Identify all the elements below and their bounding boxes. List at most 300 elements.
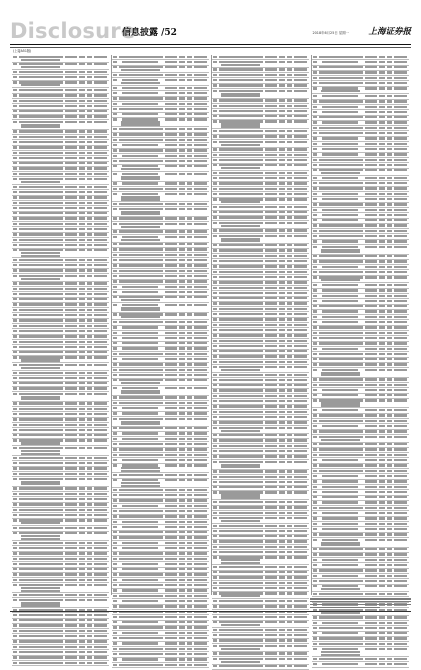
table-cell: [265, 68, 277, 70]
table-cell: [119, 254, 163, 256]
table-cell: [187, 165, 192, 167]
table-cell: [187, 280, 192, 282]
table-cell: [65, 408, 77, 410]
table-cell: [65, 335, 77, 337]
table-cell: [87, 94, 92, 96]
table-cell: [113, 653, 118, 655]
table-cell: [194, 616, 207, 618]
table-cell: [313, 394, 318, 396]
table-cell: [294, 313, 307, 315]
table-cell: [13, 167, 18, 169]
table-cell: [313, 475, 318, 477]
table-cell: [187, 526, 192, 528]
table-cell: [365, 300, 377, 302]
table-cell: [265, 135, 277, 137]
table-cell: [19, 173, 63, 175]
table-cell: [265, 297, 277, 299]
table-cell: [265, 345, 277, 347]
table-cell: [87, 282, 92, 284]
table-cell: [87, 429, 92, 431]
table-cell: [394, 198, 407, 200]
table-cell: [213, 255, 218, 257]
table-cell: [194, 552, 207, 554]
table-cell: [187, 412, 192, 414]
table-cell: [365, 77, 377, 79]
table-cell: [13, 89, 18, 91]
table-cell: [79, 298, 85, 300]
table-cell: [13, 377, 18, 379]
table-cell: [165, 454, 177, 456]
table-cell: [379, 127, 385, 129]
table-cell: [179, 342, 185, 344]
table-cell: [287, 193, 292, 195]
table-cell: [79, 584, 85, 586]
table-cell: [194, 92, 207, 94]
table-cell: [379, 443, 385, 445]
table-cell: [287, 634, 292, 636]
table-cell: [265, 229, 277, 231]
table-cell: [87, 186, 92, 188]
table-cell: [165, 558, 177, 560]
table-row: [112, 303, 209, 313]
table-cell: [122, 579, 158, 581]
table-cell: [379, 61, 385, 63]
table-cell: [379, 564, 385, 566]
table-row: [12, 477, 109, 487]
table-cell: [294, 450, 307, 452]
table-cell: [313, 491, 318, 493]
table-cell: [87, 424, 92, 426]
table-cell: [294, 329, 307, 331]
table-row: [12, 249, 109, 259]
table-cell: [379, 454, 385, 456]
table-cell: [65, 527, 77, 529]
table-cell: [187, 173, 192, 175]
table-cell: [313, 337, 318, 339]
table-cell: [165, 479, 177, 481]
table-cell: [13, 473, 18, 475]
table-cell: [113, 510, 118, 512]
table-cell: [294, 600, 307, 602]
table-cell: [87, 434, 92, 436]
table-cell: [287, 355, 292, 357]
table-cell: [365, 177, 377, 179]
table-cell: [213, 287, 218, 289]
table-cell: [113, 149, 118, 151]
table-cell: [213, 68, 218, 70]
table-cell: [113, 387, 118, 389]
table-cell: [213, 154, 218, 156]
table-cell: [187, 521, 192, 523]
table-cell: [394, 512, 407, 514]
table-cell: [279, 384, 285, 386]
table-cell: [287, 68, 292, 70]
table-cell: [119, 248, 163, 250]
table-cell: [287, 56, 292, 58]
table-cell: [65, 136, 77, 138]
table-cell: [179, 248, 185, 250]
table-cell: [65, 191, 77, 193]
table-cell: [394, 82, 407, 84]
table-cell: [394, 585, 407, 587]
table-cell: [165, 438, 177, 440]
table-cell: [13, 293, 18, 295]
table-cell: [279, 450, 285, 452]
table-cell: [394, 153, 407, 155]
table-cell: [287, 79, 292, 81]
table-cell: [265, 639, 277, 641]
table-cell: [13, 487, 18, 489]
table-cell: [94, 447, 107, 449]
table-cell: [19, 387, 63, 389]
table-cell: [313, 553, 318, 555]
table-cell: [279, 211, 285, 213]
table-row: [212, 621, 309, 629]
table-cell: [313, 271, 318, 273]
table-cell: [379, 648, 385, 650]
table-cell: [87, 542, 92, 544]
table-cell: [79, 309, 85, 311]
table-cell: [187, 208, 192, 210]
table-cell: [179, 515, 185, 517]
table-cell: [313, 643, 318, 645]
table-cell: [287, 652, 292, 654]
table-cell: [319, 169, 363, 171]
table-cell: [387, 289, 392, 291]
table-cell: [19, 467, 63, 469]
table-cell: [19, 325, 63, 327]
table-cell: [365, 87, 377, 89]
table-cell: [194, 658, 207, 660]
table-cell: [219, 193, 263, 195]
table-cell: [394, 425, 407, 427]
table-cell: [165, 432, 177, 434]
table-row: [112, 192, 209, 202]
table-cell-line: [121, 309, 160, 311]
table-cell: [294, 395, 307, 397]
table-cell: [313, 187, 318, 189]
table-cell: [79, 63, 85, 65]
table-cell: [294, 154, 307, 156]
table-cell: [279, 154, 285, 156]
table-cell: [279, 379, 285, 381]
table-cell: [213, 535, 218, 537]
table-cell: [365, 137, 377, 139]
table-cell: [265, 445, 277, 447]
table-cell: [265, 665, 277, 667]
table-cell: [79, 573, 85, 575]
table-cell: [79, 351, 85, 353]
table-cell: [79, 493, 85, 495]
table-cell: [279, 427, 285, 429]
table-cell: [187, 448, 192, 450]
table-cell: [213, 645, 218, 647]
table-cell: [313, 420, 318, 422]
table-cell: [194, 632, 207, 634]
table-cell: [87, 146, 92, 148]
table-cell: [113, 56, 118, 58]
table-cell: [79, 547, 85, 549]
table-cell: [94, 298, 107, 300]
table-cell: [287, 639, 292, 641]
table-cell: [122, 632, 158, 634]
table-cell: [322, 316, 358, 318]
table-cell: [319, 616, 363, 618]
table-cell: [65, 473, 77, 475]
table-cell: [94, 542, 107, 544]
table-cell: [13, 584, 18, 586]
table-cell: [113, 188, 118, 190]
table-cell: [394, 389, 407, 391]
table-row: [212, 221, 309, 229]
table-cell: [394, 321, 407, 323]
table-cell: [65, 293, 77, 295]
table-cell: [265, 616, 277, 618]
table-cell: [113, 568, 118, 570]
table-cell: [322, 491, 358, 493]
table-cell: [213, 355, 218, 357]
table-cell: [94, 646, 107, 648]
table-cell: [113, 600, 118, 602]
table-cell: [279, 302, 285, 304]
table-cell: [213, 172, 218, 174]
table-cell: [287, 84, 292, 86]
table-cell: [365, 632, 377, 634]
table-cell: [65, 146, 77, 148]
table-cell: [387, 100, 392, 102]
table-cell: [294, 535, 307, 537]
table-cell: [113, 217, 118, 219]
table-cell: [113, 280, 118, 282]
table-cell: [394, 332, 407, 334]
table-cell: [219, 546, 263, 548]
table-cell: [394, 358, 407, 360]
table-cell: [187, 547, 192, 549]
table-cell: [87, 71, 92, 73]
table-cell: [294, 265, 307, 267]
issue-date: 2018年6月25日 星期一: [312, 30, 349, 35]
table-cell: [94, 293, 107, 295]
table-cell: [322, 622, 358, 624]
table-cell: [265, 172, 277, 174]
table-cell: [187, 632, 192, 634]
table-cell: [179, 664, 185, 666]
table-cell: [313, 132, 318, 134]
table-row: [212, 491, 309, 501]
table-cell: [313, 496, 318, 498]
table-cell: [387, 409, 392, 411]
table-cell: [13, 173, 18, 175]
table-cell: [279, 551, 285, 553]
table-cell: [313, 443, 318, 445]
table-cell: [265, 188, 277, 190]
table-cell: [65, 178, 77, 180]
table-cell: [13, 594, 18, 596]
table-cell: [219, 141, 263, 143]
table-cell: [322, 284, 358, 286]
table-cell: [319, 56, 363, 58]
table-cell: [379, 326, 385, 328]
table-cell: [65, 439, 77, 441]
table-cell: [119, 374, 163, 376]
table-cell: [165, 402, 177, 404]
table-cell: [287, 379, 292, 381]
table-cell: [179, 97, 185, 99]
table-cell: [179, 113, 185, 115]
table-cell: [119, 418, 163, 420]
table-cell: [87, 217, 92, 219]
table-cell: [94, 110, 107, 112]
table-cell: [387, 517, 392, 519]
table-cell: [94, 467, 107, 469]
table-cell-line: [121, 82, 160, 84]
table-cell: [313, 95, 318, 97]
table-cell: [279, 355, 285, 357]
table-cell: [165, 363, 177, 365]
table-cell: [213, 592, 218, 594]
table-cell: [219, 154, 263, 156]
table-cell: [179, 642, 185, 644]
table-cell: [265, 355, 277, 357]
table-cell: [194, 358, 207, 360]
table-cell: [294, 481, 307, 483]
table-cell: [213, 395, 218, 397]
table-cell: [13, 100, 18, 102]
table-cell: [87, 356, 92, 358]
table-cell: [294, 292, 307, 294]
table-cell: [294, 645, 307, 647]
table-cell: [219, 74, 263, 76]
table-cell: [113, 515, 118, 517]
table-cell: [119, 259, 163, 261]
table-cell: [394, 569, 407, 571]
table-cell: [279, 313, 285, 315]
table-cell: [294, 616, 307, 618]
table-cell: [194, 337, 207, 339]
table-cell: [313, 305, 318, 307]
table-cell: [87, 584, 92, 586]
table-cell: [213, 229, 218, 231]
table-cell: [165, 296, 177, 298]
table-cell: [194, 217, 207, 219]
table-cell: [265, 384, 277, 386]
table-cell: [13, 223, 18, 225]
table-cell: [113, 402, 118, 404]
table-cell: [313, 358, 318, 360]
table-cell: [365, 148, 377, 150]
table-cell: [65, 573, 77, 575]
table-cell: [287, 292, 292, 294]
table-cell: [279, 287, 285, 289]
table-cell: [279, 470, 285, 472]
table-cell: [179, 92, 185, 94]
table-cell: [194, 494, 207, 496]
table-cell: [287, 141, 292, 143]
table-cell: [313, 224, 318, 226]
table-cell: [394, 420, 407, 422]
table-cell: [87, 196, 92, 198]
table-cell: [19, 303, 63, 305]
table-cell: [219, 512, 263, 514]
table-cell: [279, 616, 285, 618]
table-cell: [219, 105, 263, 107]
table-cell: [279, 61, 285, 63]
table-cell: [294, 206, 307, 208]
table-cell: [394, 648, 407, 650]
table-cell: [194, 387, 207, 389]
table-cell: [194, 579, 207, 581]
table-cell: [379, 82, 385, 84]
table-cell: [194, 236, 207, 238]
table-cell: [187, 605, 192, 607]
table-cell: [65, 259, 77, 261]
table-cell: [219, 629, 263, 631]
table-cell: [65, 509, 77, 511]
table-cell: [279, 74, 285, 76]
table-cell: [87, 568, 92, 570]
table-cell: [213, 525, 218, 527]
table-cell: [394, 528, 407, 530]
table-cell: [187, 139, 192, 141]
table-cell: [119, 494, 163, 496]
table-cell: [65, 319, 77, 321]
table-cell: [294, 556, 307, 558]
table-cell: [394, 491, 407, 493]
table-cell: [194, 589, 207, 591]
table-cell: [265, 249, 277, 251]
table-cell: [165, 418, 177, 420]
table-cell: [179, 474, 185, 476]
table-cell: [87, 594, 92, 596]
table-cell: [65, 584, 77, 586]
table-cell: [379, 66, 385, 68]
table-cell: [379, 475, 385, 477]
table-cell: [279, 629, 285, 631]
table-cell: [94, 136, 107, 138]
table-cell: [119, 160, 163, 162]
table-cell: [179, 61, 185, 63]
table-cell: [187, 286, 192, 288]
table-cell: [365, 627, 377, 629]
table-cell: [279, 297, 285, 299]
table-cell: [94, 514, 107, 516]
table-cell: [87, 56, 92, 58]
table-cell: [387, 342, 392, 344]
table-cell: [279, 276, 285, 278]
table-cell: [94, 558, 107, 560]
table-cell: [387, 316, 392, 318]
table-cell: [113, 173, 118, 175]
table-cell: [187, 155, 192, 157]
table-cell: [287, 271, 292, 273]
table-cell: [194, 374, 207, 376]
table-cell: [113, 521, 118, 523]
table-cell: [319, 569, 363, 571]
table-cell: [219, 405, 263, 407]
table-cell: [319, 363, 363, 365]
table-cell: [387, 159, 392, 161]
table-cell: [187, 304, 192, 306]
table-cell: [313, 71, 318, 73]
table-cell: [394, 240, 407, 242]
table-cell: [194, 173, 207, 175]
table-cell: [387, 260, 392, 262]
table-cell: [13, 542, 18, 544]
table-cell: [287, 74, 292, 76]
table-cell: [119, 558, 163, 560]
table-cell: [113, 379, 118, 381]
table-cell: [287, 476, 292, 478]
